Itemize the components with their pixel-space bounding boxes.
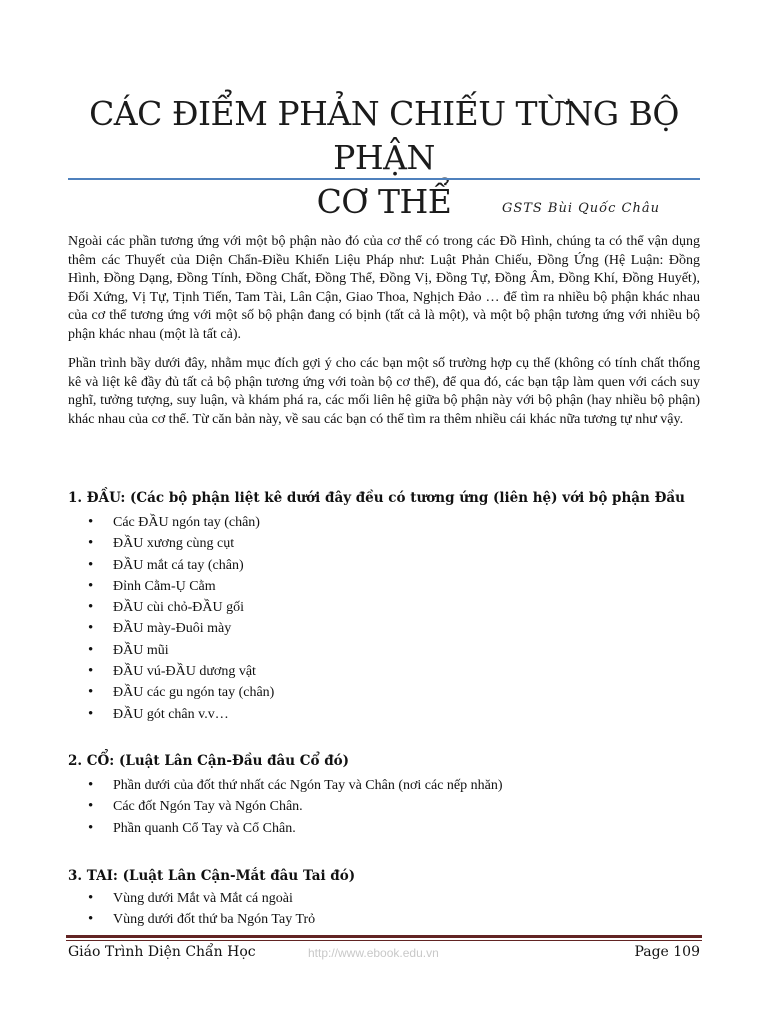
list-item: • Vùng dưới đốt thứ ba Ngón Tay Trỏ [113, 909, 315, 930]
list-item: • ĐẦU mày-Đuôi mày [113, 618, 274, 639]
list-item: • Vùng dưới Mắt và Mắt cá ngoài [113, 888, 315, 909]
section-heading-dau: 1. ĐẦU: (Các bộ phận liệt kê dưới đây đều có tương ứng (liên hệ) với bộ phận Đầu [68, 490, 685, 506]
footer-book-title: Giáo Trình Diện Chẩn Học [68, 944, 256, 960]
list-item: • ĐẦU gót chân v.v… [113, 704, 274, 725]
section-list-co [68, 775, 503, 839]
list-item: • ĐẦU cùi chỏ-ĐẦU gối [113, 597, 274, 618]
section-heading-tai: 3. TAI: (Luật Lân Cận-Mắt đâu Tai đó) [68, 868, 356, 884]
footer-divider-thick [66, 935, 702, 938]
section-heading-co: 2. CỔ: (Luật Lân Cận-Đầu đâu Cổ đó) [68, 753, 350, 769]
list-item: • ĐẦU vú-ĐẦU dương vật [113, 661, 274, 682]
title-line-2: CƠ THỂ [316, 182, 452, 221]
footer-divider-thin [66, 940, 702, 941]
author-line: GSTS Bùi Quốc Châu [501, 201, 660, 216]
list-item: • ĐẦU các gu ngón tay (chân) [113, 682, 274, 703]
footer-watermark-link[interactable]: http://www.ebook.edu.vn [308, 946, 439, 960]
list-item: • ĐẦU mũi [113, 640, 274, 661]
section-list-tai [68, 888, 315, 931]
list-item: • Phần quanh Cổ Tay và Cổ Chân. [113, 818, 503, 839]
list-item: • Phần dưới của đốt thứ nhất các Ngón Tay và Chân (nơi các nếp nhăn) [113, 775, 503, 796]
list-item: • ĐẦU mắt cá tay (chân) [113, 555, 274, 576]
intro-paragraph-1: Ngoài các phần tương ứng với một bộ phận nào đó của cơ thể có trong các Đồ Hình, chúng ta có thể vận dụng thêm các Thuyết của Diện Chẩn-Điều Khiển Liệu Pháp như: Luật Phản Chiếu, Đồng Ứng (Hệ Luận: Đồng Hình, Đồng Dạng, Đồng Tính, Đồng Chất, Đồng Thể, Đồng Vị, Đồng Tự, Đồng Âm, Đồng Khí, Đồng Huyết), Đối Xứng, Vị Tự, Tịnh Tiến, Tam Tài, Lân Cận, Giao Thoa, Nghịch Đảo … để tìm ra nhiều bộ phận khác nhau của cơ thể tương ứng với một số bộ phận đang có bịnh (tất cả là một), và một bộ phận tương ứng với nhiều bộ phận khác nhau (một là tất cả). [68, 234, 700, 342]
intro-paragraph-2: Phần trình bầy dưới đây, nhằm mục đích gợi ý cho các bạn một số trường hợp cụ thể (không có tính chất thống kê và liệt kê đầy đủ tất cả bộ phận tương ứng với toàn bộ cơ thể), để qua đó, các bạn tập làm quen với cách suy nghĩ, tưởng tượng, suy luận, và khám phá ra, các mối liên hệ giữa bộ phận này với bộ phận (hay nhiều bộ phận) khác nhau của cơ thể. Từ căn bản này, về sau các bạn có thể tìm ra thêm nhiều cái khác nữa tương tự như vậy. [68, 356, 700, 427]
section-list-dau [68, 512, 274, 725]
list-item: • Các đốt Ngón Tay và Ngón Chân. [113, 796, 503, 817]
page-number: Page 109 [634, 944, 700, 960]
list-item: • Các ĐẦU ngón tay (chân) [113, 512, 274, 533]
list-item: • Đỉnh Cằm-Ụ Cằm [113, 576, 274, 597]
list-item: • ĐẦU xương cùng cụt [113, 533, 274, 554]
title-divider [68, 178, 700, 180]
title-line-1: CÁC ĐIỂM PHẢN CHIẾU TỪNG BỘ PHẬN [89, 94, 679, 177]
